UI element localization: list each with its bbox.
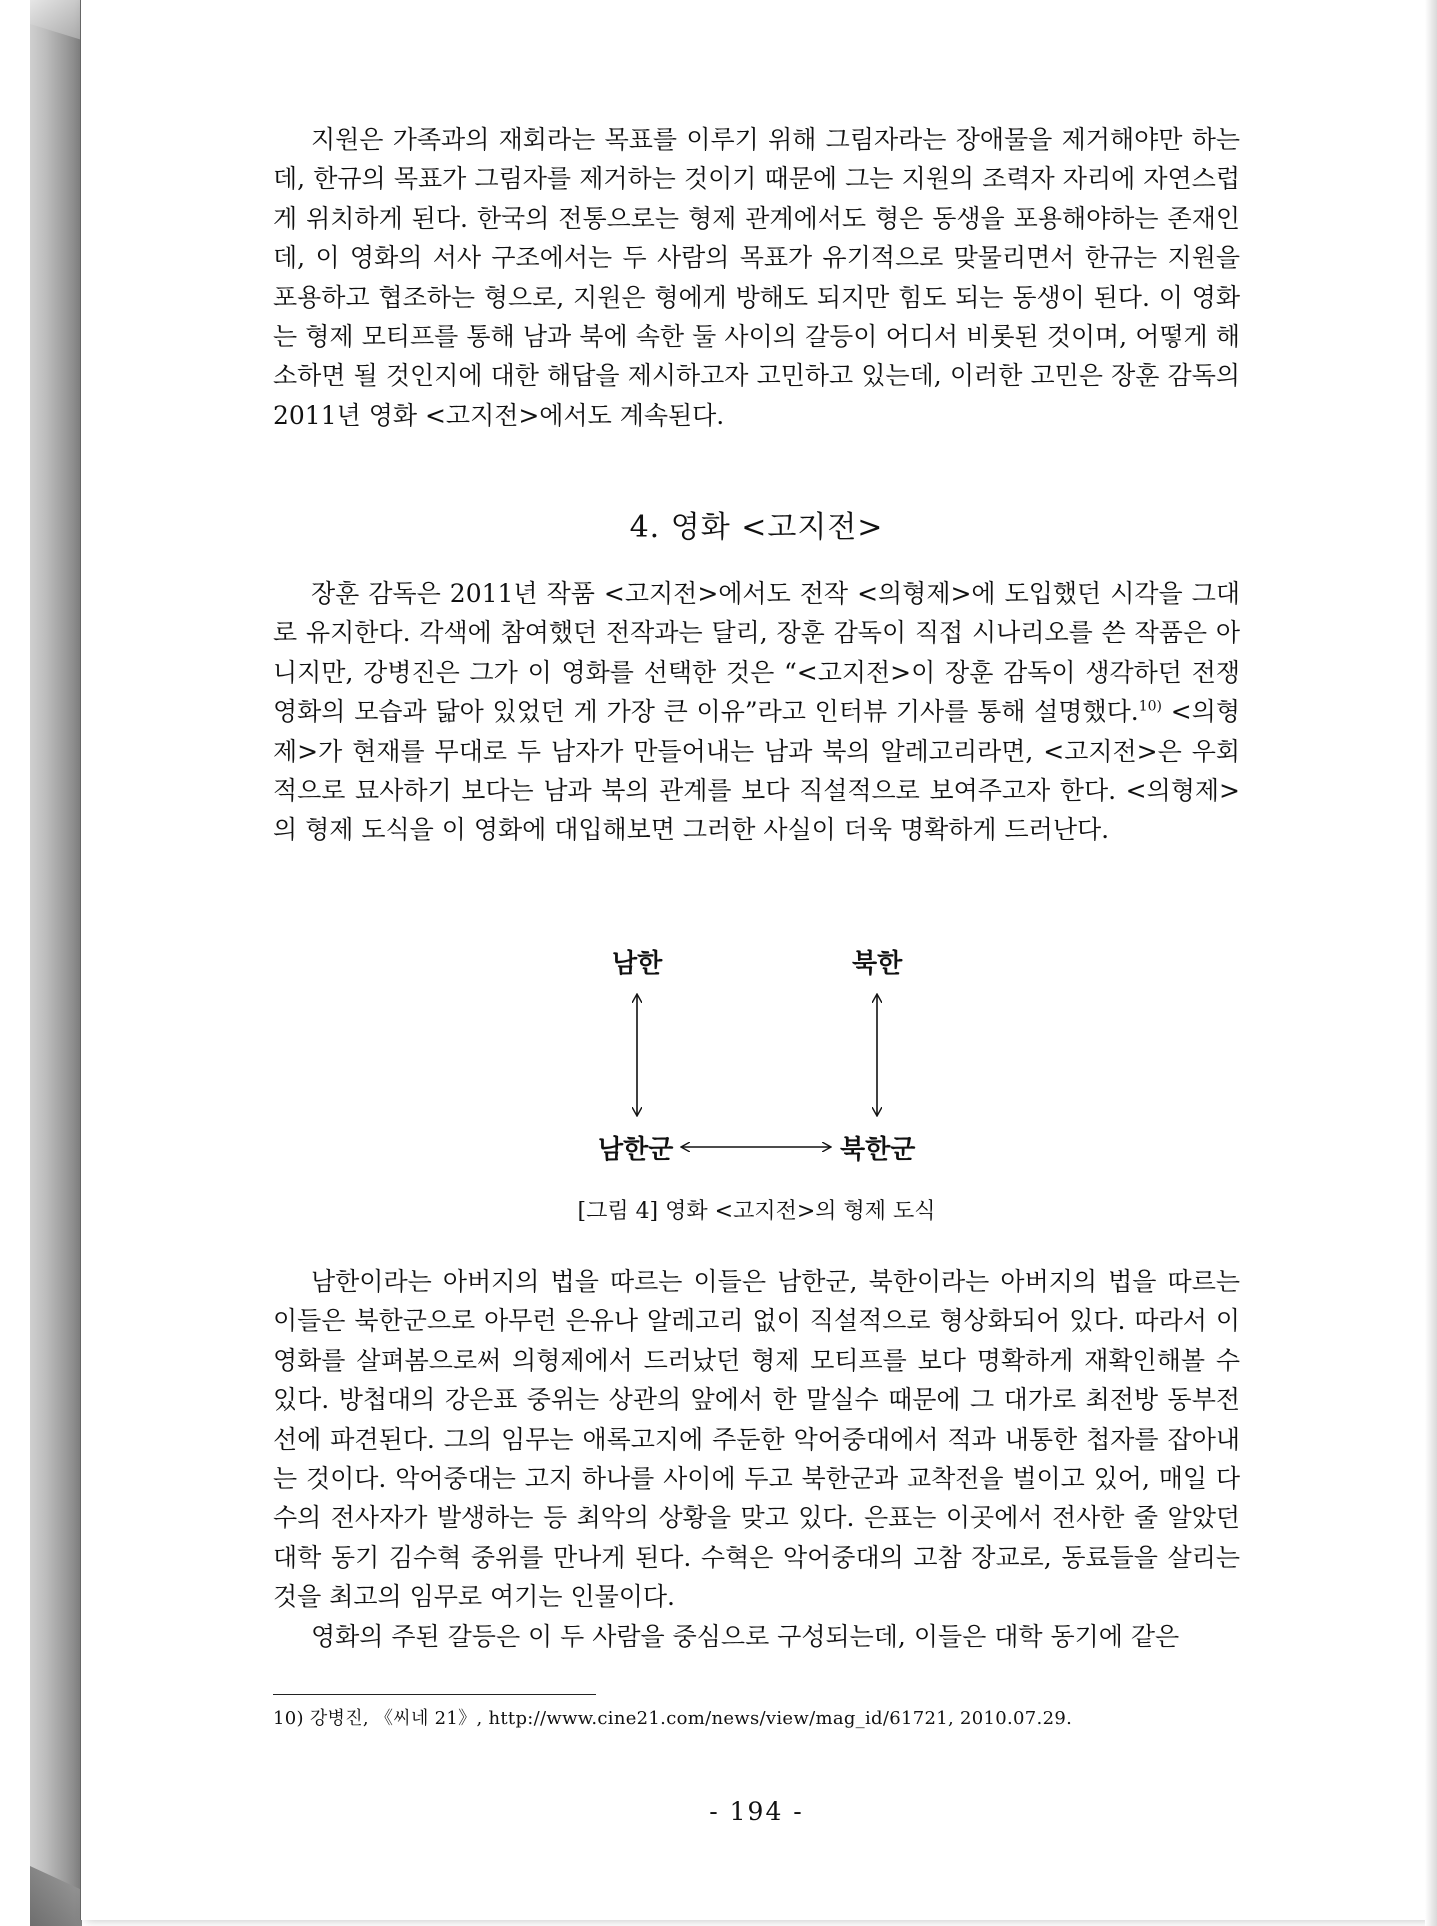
footnote-reference[interactable]: 10): [1138, 698, 1162, 715]
page-number: - 194 -: [709, 1797, 804, 1826]
diagram-node-south: 남한: [612, 949, 663, 979]
diagram-node-north-army: 북한군: [840, 1135, 916, 1165]
body-text-top: [273, 120, 1240, 435]
figure-caption: [그림 4] 영화 <고지전>의 형제 도식: [577, 1199, 936, 1224]
footnote-divider: [273, 1694, 596, 1695]
section-heading: 4. 영화 <고지전>: [629, 510, 884, 545]
page-right-edge: [1425, 0, 1437, 1926]
footnote: 10) 강병진, 《씨네 21》, http://www.cine21.com/news/view/mag_id/61721, 2010.07.29.: [273, 1708, 1073, 1729]
paragraph: 남한이라는 아버지의 법을 따르는 이들은 남한군, 북한이라는 아버지의 법을 따르는 이들은 북한군으로 아무런 은유나 알레고리 없이 직설적으로 형상화되어 있다. 따라서 이 영화를 살펴봄으로써 의형제에서 드러났던 형제 모티프를 보다 명확하게 재확인해볼 수 있다. 방첩대의 강은표 중위는 상관의 앞에서 한 말실수 때문에 그 대가로 최전방 동부전선에 파견된다. 그의 임무는 애록고지에 주둔한 악어중대에서 적과 내통한 첩자를 잡아내는 것이다. 악어중대는 고지 하나를 사이에 두고 북한군과 교착전을 벌이고 있어, 매일 다수의 전사자가 발생하는 등 최악의 상황을 맞고 있다. 은표는 이곳에서 전사한 줄 알았던 대학 동기 김수혁 중위를 만나게 된다. 수혁은 악어중대의 고참 장교로, 동료들을 살리는 것을 최고의 임무로 여기는 인물이다.: [273, 1267, 1240, 1612]
paragraph-text-continued: <의형제>가 현재를 무대로 두 남자가 만들어내는 남과 북의 알레고리라면, <고지전>은 우회적으로 묘사하기 보다는 남과 북의 관계를 보다 직설적으로 보여주고자 한다. <의형제>의 형제 도식을 이 영화에 대입해보면 그러한 사실이 더욱 명확하게 드러난다.: [273, 697, 1241, 845]
brother-schema-diagram: [560, 935, 960, 1175]
paragraph-text: 장훈 감독은 2011년 작품 <고지전>에서도 전작 <의형제>에 도입했던 시각을 그대로 유지한다. 각색에 참여했던 전작과는 달리, 장훈 감독이 직접 시나리오를 쓴 작품은 아니지만, 강병진은 그가 이 영화를 선택한 것은 “<고지전>이 장훈 감독이 생각하던 전쟁영화의 모습과 닮아 있었던 게 가장 큰 이유”라고 인터뷰 기사를 통해 설명했다.: [273, 579, 1240, 727]
diagram-node-north: 북한: [852, 949, 903, 979]
body-text-bottom: [273, 1262, 1240, 1656]
paragraph: [273, 574, 1240, 850]
paragraph: 영화의 주된 갈등은 이 두 사람을 중심으로 구성되는데, 이들은 대학 동기에 같은: [311, 1621, 1180, 1651]
diagram-node-south-army: 남한군: [598, 1135, 674, 1165]
book-spine: [30, 0, 82, 1926]
paragraph: 지원은 가족과의 재회라는 목표를 이루기 위해 그림자라는 장애물을 제거해야만 하는데, 한규의 목표가 그림자를 제거하는 것이기 때문에 그는 지원의 조력자 자리에 자연스럽게 위치하게 된다. 한국의 전통으로는 형제 관계에서도 형은 동생을 포용해야하는 존재인데, 이 영화의 서사 구조에서는 두 사람의 목표가 유기적으로 맞물리면서 한규는 지원을 포용하고 협조하는 형으로, 지원은 형에게 방해도 되지만 힘도 되는 동생이 된다. 이 영화는 형제 모티프를 통해 남과 북에 속한 둘 사이의 갈등이 어디서 비롯된 것이며, 어떻게 해소하면 될 것인지에 대한 해답을 제시하고자 고민하고 있는데, 이러한 고민은 장훈 감독의 2011년 영화 <고지전>에서도 계속된다.: [273, 125, 1240, 430]
body-text-middle: [273, 574, 1240, 850]
